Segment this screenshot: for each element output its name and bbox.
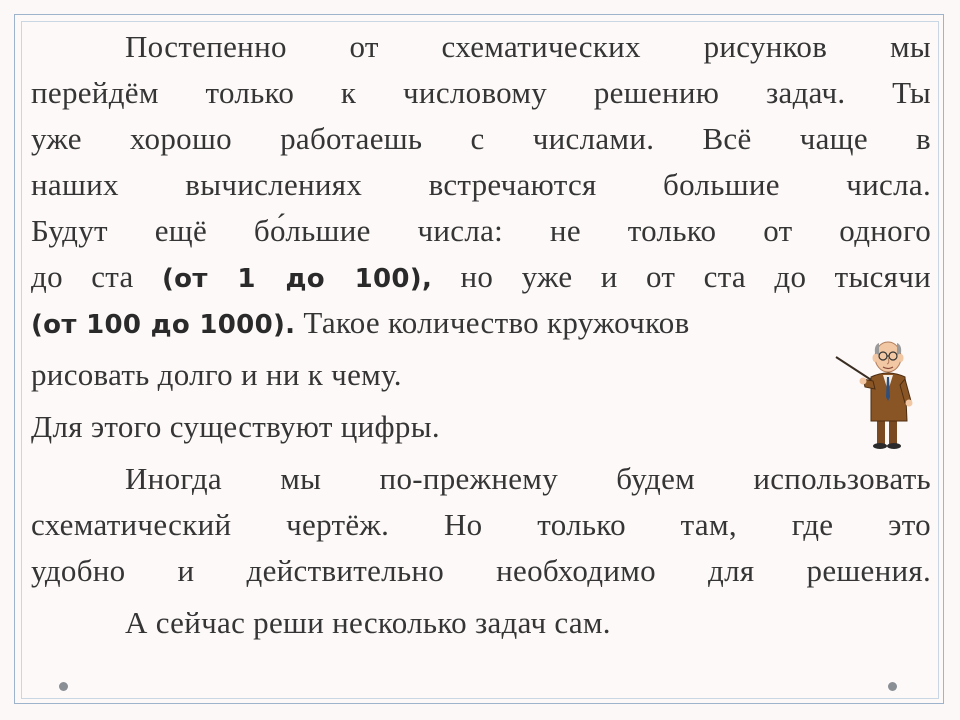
text-line: перейдём только к числовому решению задач. Ты <box>31 75 931 110</box>
text-line: Для этого существуют цифры. <box>31 409 440 444</box>
slide-text <box>31 24 931 646</box>
text-segment: но уже и от ста до тысячи <box>460 259 931 294</box>
teacher-with-pointer-icon <box>833 335 923 450</box>
corner-dot-left <box>59 682 68 691</box>
text-line: уже хорошо работаешь с числами. Всё чаще в <box>31 121 931 156</box>
text-line: Будут ещё бо́льшие числа: не только от одного <box>31 213 931 248</box>
text-segment: до ста <box>31 259 134 294</box>
range-highlight: (от 100 до 1000). <box>31 310 296 340</box>
corner-dot-right <box>888 682 897 691</box>
text-line: А сейчас реши несколько задач сам. <box>125 605 611 640</box>
text-line <box>31 254 931 300</box>
text-line: рисовать долго и ни к чему. <box>31 357 402 392</box>
text-line: наших вычислениях встречаются большие числа. <box>31 167 931 202</box>
text-line: схематический чертёж. Но только там, где это <box>31 507 931 542</box>
text-line <box>31 300 931 346</box>
text-line: Постепенно от схематических рисунков мы <box>125 29 931 64</box>
text-segment: Такое количество кружочков <box>303 305 690 340</box>
text-line: Иногда мы по-прежнему будем использовать <box>125 461 931 496</box>
range-highlight: (от 1 до 100), <box>162 264 433 294</box>
text-line: удобно и действительно необходимо для решения. <box>31 553 931 588</box>
